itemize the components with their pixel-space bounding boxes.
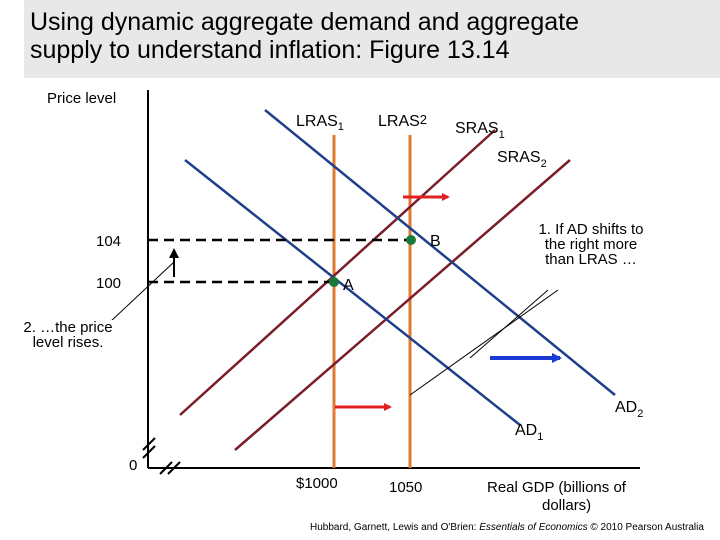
source-credit: Hubbard, Garnett, Lewis and O'Brien: Essentials of Economics © 2010 Pearson Australia [310,522,704,533]
x-tick-1000: $1000 [296,475,338,492]
y-axis-label: Price level [47,90,117,107]
point-a-label: A [343,277,354,294]
lras2-label: LRAS2 [378,112,428,130]
point-a-marker [329,277,339,287]
callout-line [410,290,558,395]
lras1-label: $LRAS_1$ [296,113,344,133]
ad1-label: $AD_1$ [515,422,544,443]
y-tick-104: 104 [96,233,122,250]
x-axis-label-line1: Real GDP (billions of [487,479,626,496]
sras2-curve [235,160,570,450]
x-axis-label-line2: dollars) [542,497,592,514]
y-tick-100: 100 [96,275,122,292]
price-rise-annotation: 2. …the price level rises. [14,320,122,350]
sras1-label: $SRAS_1$ [455,120,505,141]
point-b-marker [406,235,416,245]
ad-shift-annotation: 1. If AD shifts to the right more than LRAS … [536,222,646,267]
origin-label: 0 [129,457,138,474]
point-b-label: B [430,233,441,250]
ad2-label: $AD_2$ [615,399,644,420]
page-title: Using dynamic aggregate demand and aggregate supply to understand inflation: Figure 13.14 [30,8,579,64]
callout-line [110,262,174,322]
sras2-label: $SRAS_2$ [497,149,547,170]
sras1-curve [180,130,495,415]
callout-line [470,290,548,358]
x-tick-1050: 1050 [389,479,423,496]
